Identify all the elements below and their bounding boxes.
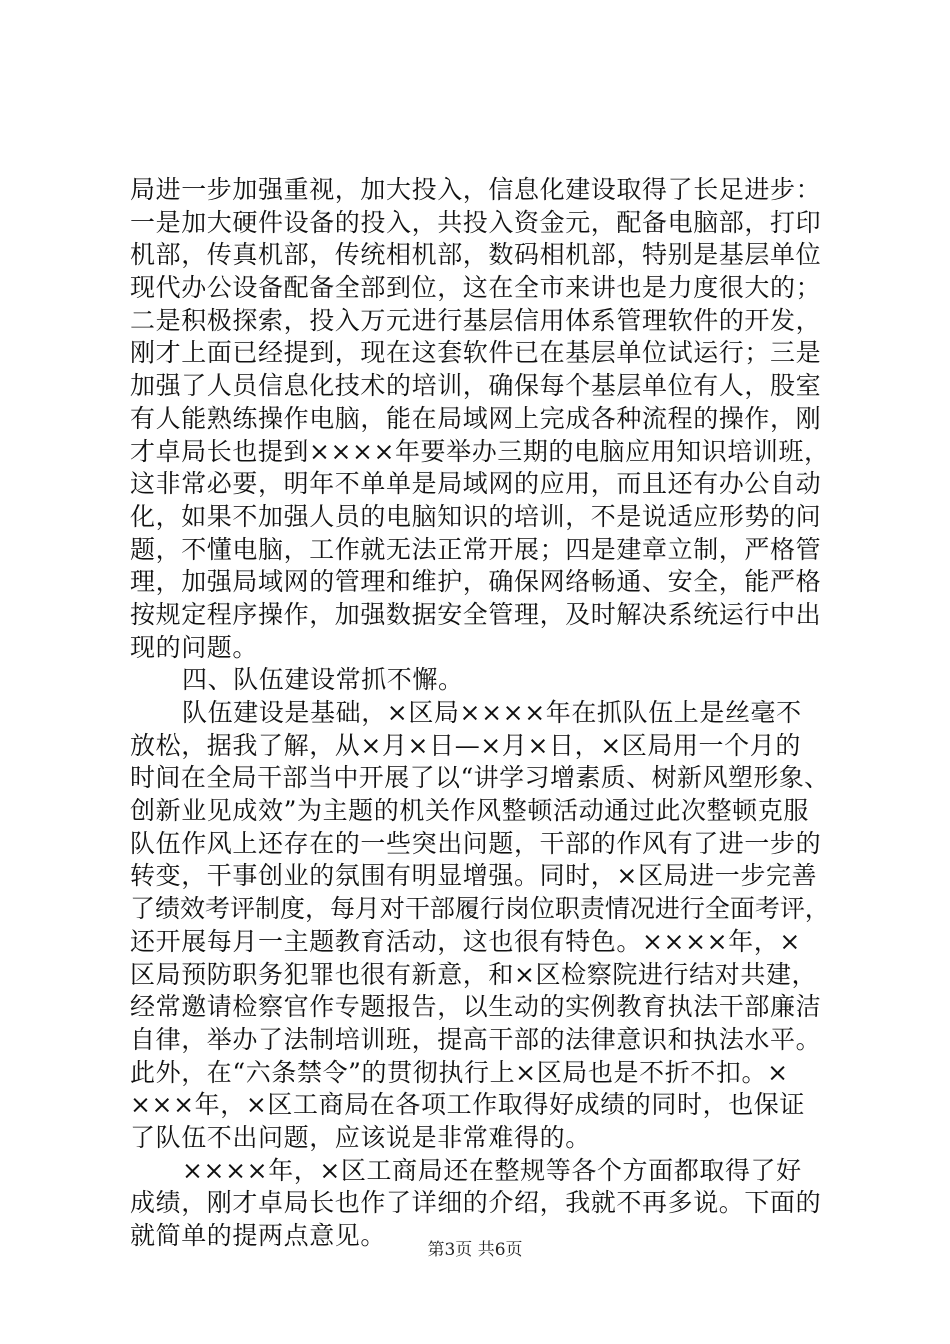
text-line: 队伍建设是基础，×区局××××年在抓队伍上是丝毫不 — [182, 698, 802, 727]
text-line: 化，如果不加强人员的电脑知识的培训，不是说适应形势的问 — [130, 501, 822, 531]
text-line: 四、队伍建设常抓不懈。 — [182, 665, 464, 695]
text-line: 创新业见成效”为主题的机关作风整顿活动通过此次整顿克服 — [130, 796, 809, 826]
text-line: 转变，干事创业的氛围有明显增强。同时，×区局进一步完善 — [130, 861, 818, 891]
text-line: 了队伍不出问题，应该说是非常难得的。 — [130, 1122, 591, 1152]
text-line: 机部，传真机部，传统相机部，数码相机部，特别是基层单位 — [130, 240, 822, 270]
text-line: ××××年，×区工商局还在整规等各个方面都取得了好 — [182, 1155, 802, 1185]
text-line: 按规定程序操作，加强数据安全管理，及时解决系统运行中出 — [130, 599, 822, 629]
text-line: 放松，据我了解，从×月×日—×月×日，×区局用一个月的 — [130, 730, 801, 760]
text-line: 区局预防职务犯罪也很有新意，和×区检察院进行结对共建， — [130, 959, 818, 989]
text-line: 现代办公设备配备全部到位，这在全市来讲也是力度很大的； — [130, 273, 822, 303]
text-line: 此外，在“六条禁令”的贯彻执行上×区局也是不折不扣。× — [130, 1057, 789, 1087]
body-text — [130, 174, 830, 1253]
text-line: 还开展每月一主题教育活动，这也很有特色。××××年，× — [130, 926, 801, 956]
text-line: 成绩，刚才卓局长也作了详细的介绍，我就不再多说。下面的 — [130, 1188, 822, 1218]
text-line: 队伍作风上还存在的一些突出问题，干部的作风有了进一步的 — [130, 828, 822, 858]
text-line: 现的问题。 — [130, 632, 259, 662]
text-line: 经常邀请检察官作专题报告，以生动的实例教育执法干部廉洁 — [130, 992, 822, 1022]
text-line: 加强了人员信息化技术的培训，确保每个基层单位有人，股室 — [130, 371, 822, 401]
text-line: 二是积极探索，投入万元进行基层信用体系管理软件的开发， — [130, 305, 822, 335]
text-line: 时间在全局干部当中开展了以“讲学习增素质、树新风塑形象、 — [130, 763, 830, 793]
text-line: 一是加大硬件设备的投入，共投入资金元，配备电脑部，打印 — [130, 207, 822, 237]
text-line: 自律，举办了法制培训班，提高干部的法律意识和执法水平。 — [130, 1024, 822, 1054]
page-footer: 第3页 共6页 — [427, 1240, 523, 1260]
text-line: 题，不懂电脑，工作就无法正常开展；四是建章立制，严格管 — [130, 534, 822, 564]
text-line: ×××年，×区工商局在各项工作取得好成绩的同时，也保证 — [130, 1090, 805, 1120]
text-line: 有人能熟练操作电脑，能在局域网上完成各种流程的操作，刚 — [130, 403, 822, 433]
text-line: 局进一步加强重视，加大投入，信息化建设取得了长足进步： — [130, 175, 822, 204]
text-line: 刚才上面已经提到，现在这套软件已在基层单位试运行；三是 — [130, 338, 822, 368]
text-line: 这非常必要，明年不单单是局域网的应用，而且还有办公自动 — [130, 469, 822, 499]
text-line: 理，加强局域网的管理和维护，确保网络畅通、安全，能严格 — [130, 567, 822, 597]
text-line: 才卓局长也提到××××年要举办三期的电脑应用知识培训班， — [130, 436, 830, 466]
text-line: 就简单的提两点意见。 — [130, 1221, 387, 1250]
text-line: 了绩效考评制度，每月对干部履行岗位职责情况进行全面考评， — [130, 894, 830, 924]
